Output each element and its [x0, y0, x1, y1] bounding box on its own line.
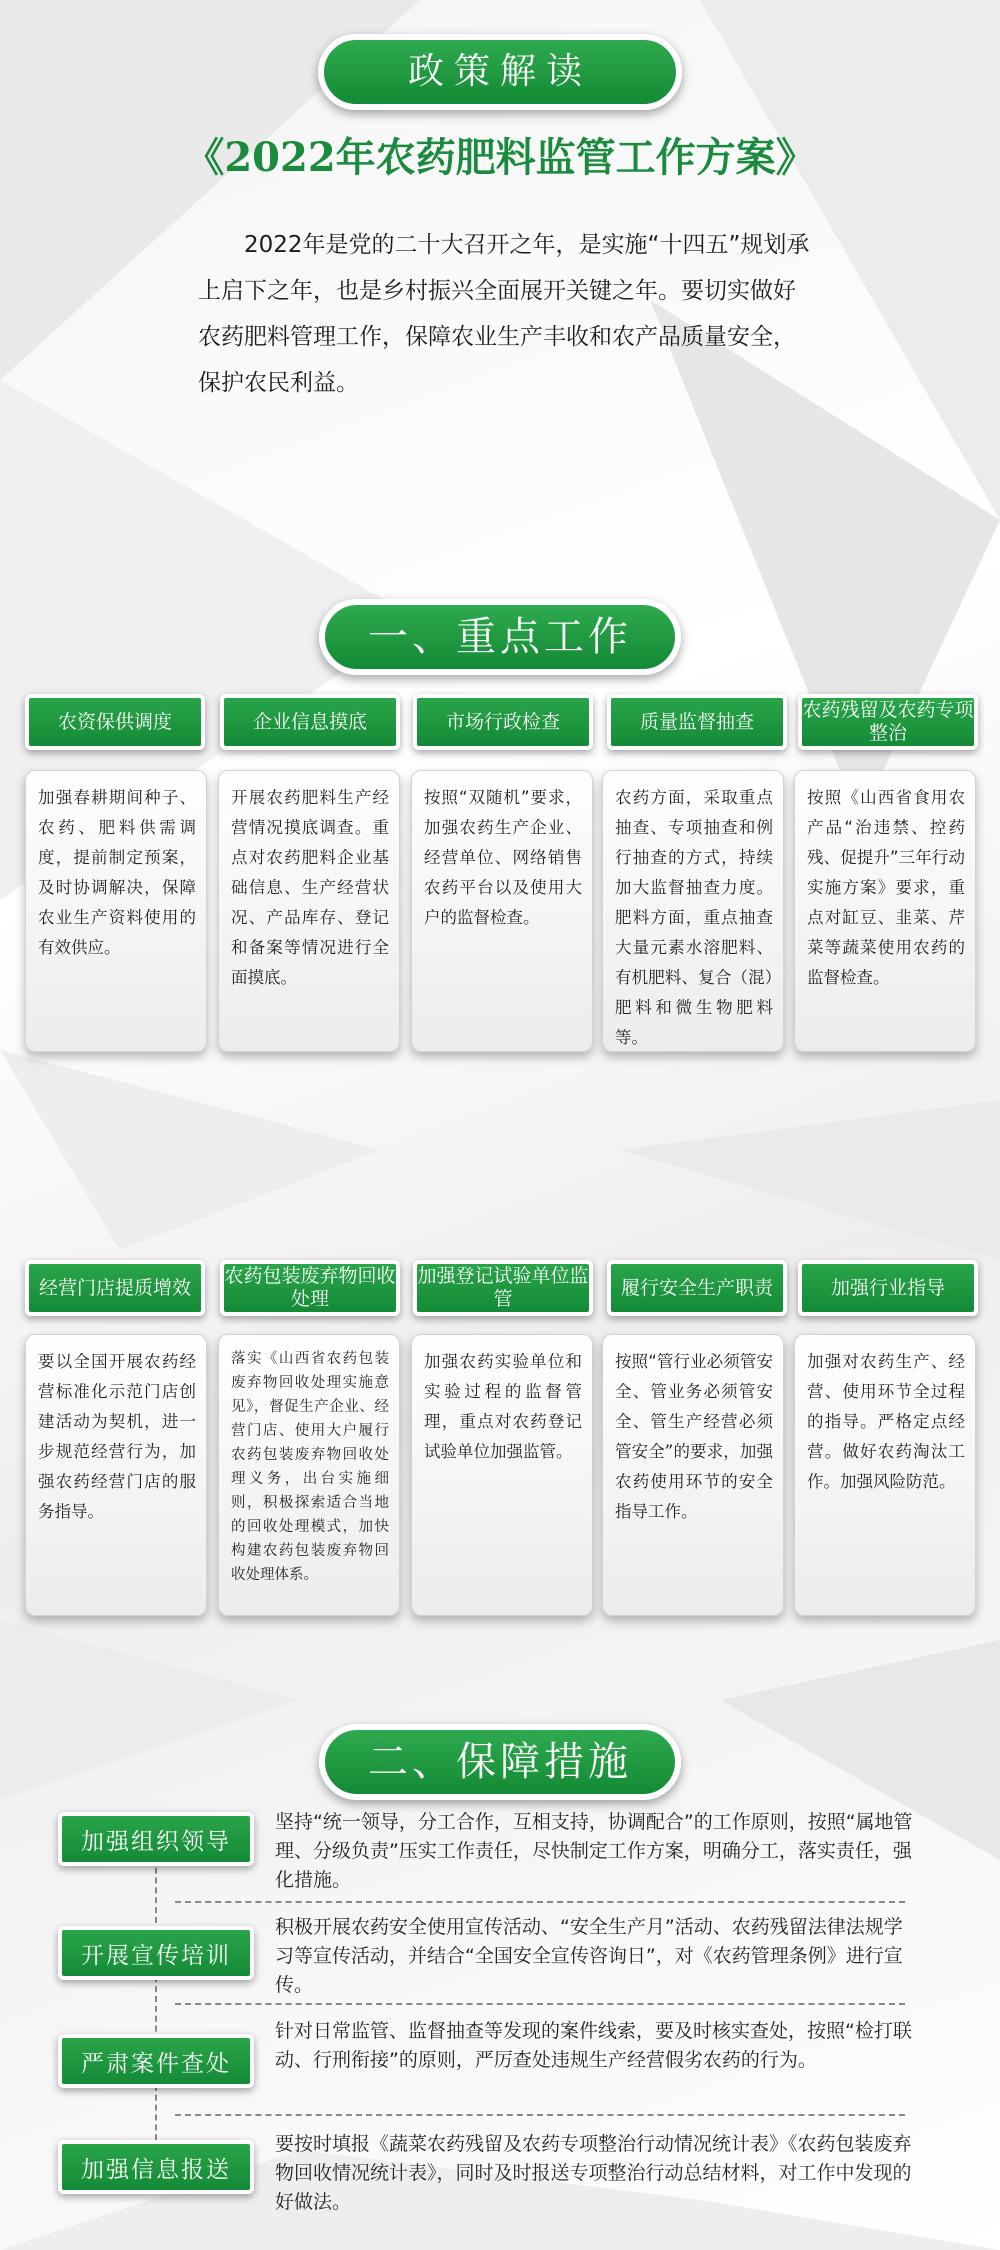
card-title-residue-rectification: 农药残留及农药专项整治 [798, 694, 978, 750]
card-body-packaging-recycling: 落实《山西省农药包装废弃物回收处理实施意见》，督促生产企业、经营门店、使用大户履行农药包装废弃物回收处理义务，出台实施细则，积极探索适合当地的回收处理模式，加快构建农药包装废弃物回收处理体系。 [218, 1334, 400, 1616]
card-body-market-inspection: 按照“双随机”要求，加强农药生产企业、经营单位、网络销售农药平台以及使用大户的监督检查。 [411, 770, 593, 1052]
measure-text-case-handling: 针对日常监管、监督抽查等发现的案件线索，要及时核实查处，按照“检打联动、行刑衔接”的原则，严厉查处违规生产经营假劣农药的行为。 [275, 2020, 912, 2071]
card-body-quality-sampling: 农药方面，采取重点抽查、专项抽查和例行抽查的方式，持续加大监督抽查力度。肥料方面，重点抽查大量元素水溶肥料、有机肥料、复合（混）肥料和微生物肥料等。 [602, 770, 784, 1052]
card-body-industry-guidance: 加强对农药生产、经营、使用环节全过程的指导。严格定点经营。做好农药淘汰工作。加强风险防范。 [794, 1334, 976, 1616]
card-body-store-improvement: 要以全国开展农药经营标准化示范门店创建活动为契机，进一步规范经营行为，加强农药经营门店的服务指导。 [25, 1334, 207, 1616]
measure-divider [175, 2114, 905, 2116]
measure-label-leadership: 加强组织领导 [58, 1812, 254, 1866]
measure-divider [175, 2003, 905, 2005]
card-title-supply-scheduling: 农资保供调度 [25, 694, 205, 750]
card-body-registration-supervision: 加强农药实验单位和实验过程的监督管理，重点对农药登记试验单位加强监管。 [411, 1334, 593, 1616]
intro-paragraph: 2022年是党的二十大召开之年，是实施“十四五”规划承上启下之年，也是乡村振兴全面展开关键之年。要切实做好农药肥料管理工作，保障农业生产丰收和农产品质量安全，保护农民利益。 [198, 232, 810, 396]
policy-badge: 政策解读 [318, 34, 682, 110]
measure-text-training: 积极开展农药安全使用宣传活动、“安全生产月”活动、农药残留法律法规学习等宣传活动，并结合“全国安全宣传咨询日”，对《农药管理条例》进行宣传。 [275, 1916, 903, 1996]
card-title-market-inspection: 市场行政检查 [413, 694, 593, 750]
document-title: 《2022年农药肥料监管工作方案》 [184, 134, 816, 181]
card-title-quality-sampling: 质量监督抽查 [607, 694, 787, 750]
card-body-residue-rectification: 按照《山西省食用农产品“治违禁、控药残、促提升”三年行动实施方案》要求，重点对缸豆、韭菜、芹菜等蔬菜使用农药的监督检查。 [794, 770, 976, 1052]
section-title-key-work: 一、重点工作 [319, 599, 681, 675]
measure-label-training: 开展宣传培训 [58, 1926, 254, 1980]
card-body-supply-scheduling: 加强春耕期间种子、农药、肥料供需调度，提前制定预案，及时协调解决，保障农业生产资料使用的有效供应。 [25, 770, 207, 1052]
measure-text-reporting: 要按时填报《蔬菜农药残留及农药专项整治行动情况统计表》《农药包装废弃物回收情况统计表》，同时及时报送专项整治行动总结材料，对工作中发现的好做法。 [275, 2133, 912, 2213]
measure-divider [175, 1901, 905, 1903]
card-body-enterprise-survey: 开展农药肥料生产经营情况摸底调查。重点对农药肥料企业基础信息、生产经营状况、产品库存、登记和备案等情况进行全面摸底。 [218, 770, 400, 1052]
card-title-industry-guidance: 加强行业指导 [798, 1260, 978, 1316]
card-title-packaging-recycling: 农药包装废弃物回收处理 [220, 1260, 400, 1316]
measure-label-case-handling: 严肃案件查处 [58, 2034, 254, 2088]
card-body-safety-duty: 按照“管行业必须管安全、管业务必须管安全、管生产经营必须管安全”的要求，加强农药使用环节的安全指导工作。 [602, 1334, 784, 1616]
measure-text-leadership: 坚持“统一领导，分工合作，互相支持，协调配合”的工作原则，按照“属地管理、分级负责”压实工作责任，尽快制定工作方案，明确分工，落实责任，强化措施。 [275, 1811, 913, 1891]
section-title-safeguards: 二、保障措施 [319, 1724, 681, 1800]
card-title-enterprise-survey: 企业信息摸底 [220, 694, 400, 750]
card-title-registration-supervision: 加强登记试验单位监管 [413, 1260, 593, 1316]
measure-label-reporting: 加强信息报送 [58, 2140, 254, 2194]
timeline-line [155, 1838, 157, 2160]
card-title-store-improvement: 经营门店提质增效 [25, 1260, 205, 1316]
card-title-safety-duty: 履行安全生产职责 [607, 1260, 787, 1316]
